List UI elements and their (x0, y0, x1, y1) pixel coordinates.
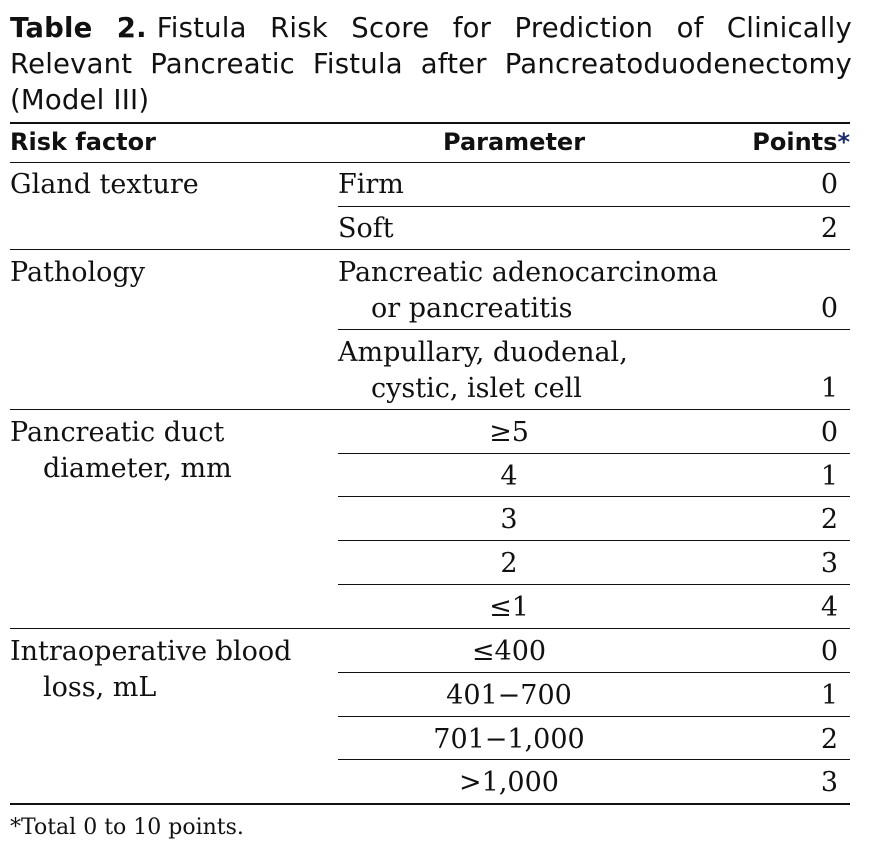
header-risk-factor: Risk factor (10, 128, 156, 156)
points-duct-3: 2 (820, 504, 838, 535)
header-points-label: Points (752, 128, 838, 156)
table-top-rule (10, 122, 850, 124)
points-ampullary: 1 (820, 373, 838, 404)
table-title: Fistula Risk Score for Prediction of Clinically Relevant Pancreatic Fistula after Pancreatoduodenectomy (Model III) (10, 12, 852, 116)
row-rule (338, 453, 850, 454)
points-duct-2: 3 (820, 548, 838, 579)
points-blood-701-1000: 2 (820, 724, 838, 755)
table-footnote: *Total 0 to 10 points. (10, 815, 244, 840)
group-rule (10, 628, 850, 629)
points-duct-le1: 4 (820, 592, 838, 623)
header-points-marker: * (837, 128, 850, 156)
row-rule (338, 584, 850, 585)
row-rule (338, 716, 850, 717)
table-label: Table 2. (10, 12, 147, 44)
parameter-duct-3: 3 (500, 504, 518, 535)
table-bottom-rule (10, 803, 850, 805)
points-firm: 0 (820, 169, 838, 200)
row-rule (338, 206, 850, 207)
parameter-blood-gt1000: >1,000 (459, 767, 559, 798)
parameter-blood-401-700: 401−700 (446, 680, 572, 711)
points-duct-ge5: 0 (820, 417, 838, 448)
group-rule (10, 409, 850, 410)
parameter-duct-ge5: ≥5 (489, 417, 529, 448)
points-blood-gt1000: 3 (820, 767, 838, 798)
group-rule (10, 249, 850, 250)
header-points (752, 128, 850, 156)
parameter-firm: Firm (338, 169, 404, 200)
table-caption (10, 10, 852, 118)
parameter-ampullary: Ampullary, duodenal, cystic, islet cell (338, 337, 628, 404)
points-blood-le400: 0 (820, 636, 838, 667)
points-adenocarcinoma: 0 (820, 293, 838, 324)
parameter-duct-2: 2 (500, 548, 518, 579)
parameter-soft: Soft (338, 213, 394, 244)
parameter-blood-le400: ≤400 (471, 636, 547, 667)
row-rule (338, 329, 850, 330)
row-rule (338, 496, 850, 497)
header-bottom-rule (10, 162, 850, 163)
parameter-duct-le1: ≤1 (489, 592, 529, 623)
points-blood-401-700: 1 (820, 680, 838, 711)
parameter-blood-701-1000: 701−1,000 (433, 724, 585, 755)
row-rule (338, 540, 850, 541)
risk-factor-pathology: Pathology (10, 257, 145, 288)
points-soft: 2 (820, 213, 838, 244)
risk-factor-blood-loss: Intraoperative blood loss, mL (10, 636, 292, 703)
risk-factor-gland-texture: Gland texture (10, 169, 199, 200)
parameter-duct-4: 4 (500, 461, 518, 492)
header-parameter: Parameter (443, 128, 586, 156)
risk-factor-duct-diameter: Pancreatic duct diameter, mm (10, 417, 232, 484)
parameter-adenocarcinoma: Pancreatic adenocarcinoma or pancreatitis (338, 257, 718, 324)
row-rule (338, 672, 850, 673)
row-rule (338, 759, 850, 760)
points-duct-4: 1 (820, 461, 838, 492)
